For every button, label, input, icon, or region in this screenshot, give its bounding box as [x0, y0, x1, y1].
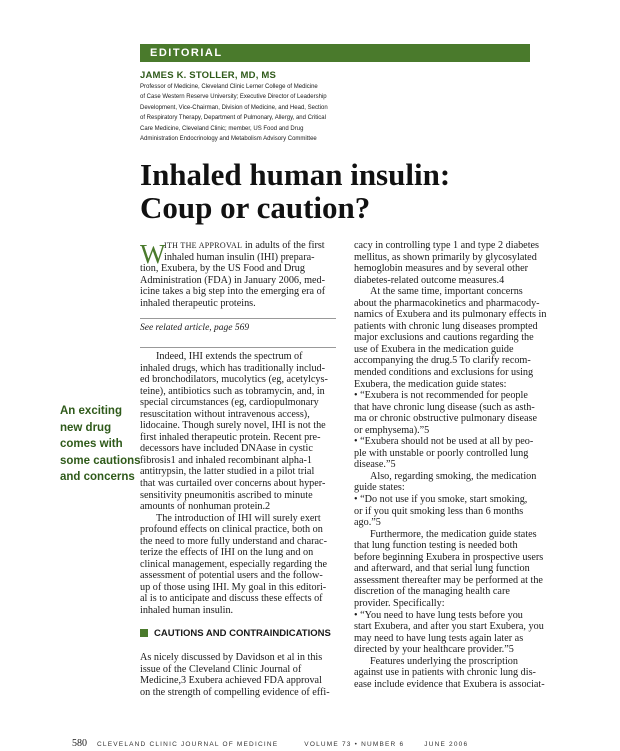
title-line: Inhaled human insulin: — [140, 157, 451, 192]
affiliation-line: Development, Vice-Chairman, Division of Medicine, and Head, Section — [140, 104, 328, 111]
intro-first-line — [140, 240, 336, 252]
body-line: ed bronchodilators, mucolytics (eg, acetylcys- — [140, 374, 328, 386]
body-line: that have chronic lung disease (such as asth- — [354, 401, 535, 413]
body-line: on the strength of compelling evidence of effi- — [140, 686, 330, 698]
body-line: namics of Exubera and its pulmonary effects in — [354, 309, 547, 321]
body-line: or if you quit smoking less than 6 months — [354, 505, 524, 517]
body-line: Also, regarding smoking, the medication — [370, 470, 537, 482]
intro-line: tion, Exubera, by the US Food and Drug — [140, 263, 305, 275]
body-line: ease include evidence that Exubera is associat- — [354, 678, 545, 690]
body-line: Furthermore, the medication guide states — [370, 528, 537, 540]
body-line: amounts of nonhuman protein.2 — [140, 501, 271, 513]
body-line: patients with chronic lung diseases prompted — [354, 320, 538, 332]
body-line: that was curtailed over concerns about hyper- — [140, 478, 326, 490]
body-line: terize the effects of IHI on the lung and on — [140, 547, 314, 559]
pull-quote-line: comes with — [60, 438, 123, 450]
body-line: As nicely discussed by Davidson et al in this — [140, 652, 323, 663]
body-line: discretion of the managing health care — [354, 586, 510, 598]
body-line: provider. Specifically: — [354, 597, 445, 609]
body-line: Exubera, the medication guide states: — [354, 378, 507, 390]
pull-quote-line: new drug — [60, 421, 112, 434]
body-line: al is to anticipate and discuss these effects of — [140, 593, 323, 605]
body-line: about the pharmacokinetics and pharmacody- — [354, 297, 540, 309]
section-label: EDITORIAL — [140, 44, 530, 62]
body-line: or emphysema).”5 — [354, 424, 430, 436]
body-line: assessment thereafter may be performed at the — [354, 574, 543, 586]
body-line: directed by your healthcare provider.”5 — [354, 644, 514, 656]
body-line: Features underlying the proscription — [370, 655, 518, 667]
body-line: inhaled human insulin. — [140, 605, 234, 617]
body-line: issue of the Cleveland Clinic Journal of — [140, 663, 302, 675]
column-right — [354, 240, 550, 690]
bullet-line: • “Do not use if you smoke, start smoking, — [354, 494, 528, 506]
column-left — [140, 240, 336, 309]
square-bullet-icon — [140, 629, 148, 637]
body-line: profound effects on clinical practice, both on — [140, 524, 323, 536]
column-left-body — [140, 351, 336, 617]
related-article-note[interactable]: See related article, page 569 — [140, 318, 336, 348]
intro-line: inhaled human insulin (IHI) prepara- — [164, 251, 315, 263]
body-line: ple with unstable or poorly controlled lung — [354, 447, 529, 459]
volume-issue: VOLUME 73 • NUMBER 6 — [304, 741, 405, 748]
intro-line: inhaled therapeutic proteins. — [140, 297, 256, 309]
body-line: clinical management, especially regarding the — [140, 558, 327, 570]
body-line: guide states: — [354, 482, 405, 494]
title-line: Coup or caution? — [140, 190, 371, 225]
pull-quote-line: some cautions — [60, 454, 141, 467]
author-affiliation — [140, 82, 345, 144]
body-line: The introduction of IHI will surely exert — [156, 512, 321, 524]
column-left-section — [140, 652, 336, 698]
body-line: accompanying the drug.5 To clarify recom- — [354, 355, 531, 367]
body-line: may need to have lung tests again later as — [354, 632, 524, 644]
body-line: the need to more fully understand and charac- — [140, 535, 327, 547]
affiliation-line: Care Medicine, Cleveland Clinic; member, US Food and Drug — [140, 125, 304, 132]
body-line: ago.”5 — [354, 517, 381, 529]
body-line: At the same time, important concerns — [370, 286, 523, 298]
pull-quote — [60, 403, 140, 486]
body-line: up of those using IHI. My goal in this editori- — [140, 581, 327, 593]
body-line: before beginning Exubera in prospective users — [354, 551, 544, 563]
pull-quote-line: and concerns — [60, 471, 135, 483]
body-line: lidocaine. Though surely novel, IHI is not the — [140, 420, 326, 432]
bullet-line: • “You need to have lung tests before you — [354, 609, 523, 621]
bullet-line: • “Exubera should not be used at all by peo- — [354, 436, 534, 448]
affiliation-line: Administration Endocrinology and Metabolism Advisory Committee — [140, 136, 317, 143]
journal-name: CLEVELAND CLINIC JOURNAL OF MEDICINE — [97, 741, 279, 748]
body-line: first inhaled therapeutic protein. Recent pre- — [140, 431, 321, 443]
intro-line: Administration (FDA) in January 2006, med- — [140, 274, 326, 286]
intro-lead: ITH THE APPROVAL — [164, 241, 243, 250]
author-name: JAMES K. STOLLER, MD, MS — [140, 70, 277, 81]
body-line: assessment of potential users and the follow- — [140, 570, 323, 582]
body-line: fibrosis1 and inhaled recombinant alpha-1 — [140, 454, 313, 466]
body-line: that lung function testing is needed both — [354, 540, 518, 552]
body-line: major exclusions and cautions regarding the — [354, 332, 534, 344]
article-title — [140, 158, 540, 224]
body-line: ma or chronic obstructive pulmonary disease — [354, 413, 538, 425]
body-line: disease.”5 — [354, 459, 396, 471]
body-line: resuscitation without intravenous access), — [140, 408, 310, 420]
affiliation-line: Professor of Medicine, Cleveland Clinic Lerner College of Medicine — [140, 84, 318, 90]
page-number: 580 — [72, 738, 87, 749]
affiliation-line: of Case Western Reserve University; Executive Director of Leadership — [140, 94, 327, 101]
body-line: teine), antibiotics such as tobramycin, and, in — [140, 385, 325, 397]
section-heading-text: CAUTIONS AND CONTRAINDICATIONS — [154, 628, 331, 639]
page-footer — [72, 738, 552, 749]
body-line: use of Exubera in the medication guide — [354, 343, 514, 355]
body-line: Indeed, IHI extends the spectrum of — [156, 351, 303, 362]
body-line: against use in patients with chronic lung dis- — [354, 667, 536, 679]
body-line: inhaled drugs, which has traditionally includ- — [140, 362, 326, 374]
intro-line: icine takes a big step into the emerging era of — [140, 286, 326, 298]
body-line: mellitus, as shown primarily by glycosylated — [354, 251, 537, 263]
body-line: antitrypsin, the latter studied in a pilot trial — [140, 466, 315, 478]
body-line: hemoglobin measures and by several other — [354, 263, 528, 275]
body-line: sensitivity pneumonitis ascribed to minute — [140, 489, 313, 501]
body-line: and afterward, and that serial lung function — [354, 563, 530, 575]
body-line: start Exubera, and after you start Exubera, you — [354, 621, 544, 633]
section-heading — [140, 628, 331, 639]
bullet-line: • “Exubera is not recommended for people — [354, 390, 528, 402]
issue-date: JUNE 2006 — [424, 741, 469, 748]
body-line: diabetes-related outcome measures.4 — [354, 274, 505, 286]
body-line: decessors have included DNAase in cystic — [140, 443, 313, 455]
body-line: cacy in controlling type 1 and type 2 diabetes — [354, 240, 540, 251]
body-line: special circumstances (eg, cardiopulmonary — [140, 397, 319, 409]
intro-rest: in adults of the first — [242, 240, 325, 251]
drop-cap: W — [140, 239, 166, 269]
body-line: mended conditions and exclusions for using — [354, 367, 534, 379]
body-line: Medicine,3 Exubera achieved FDA approval — [140, 675, 322, 687]
affiliation-line: of Respiratory Therapy, Department of Pulmonary, Allergy, and Critical — [140, 115, 326, 122]
pull-quote-line: An exciting — [60, 405, 122, 417]
